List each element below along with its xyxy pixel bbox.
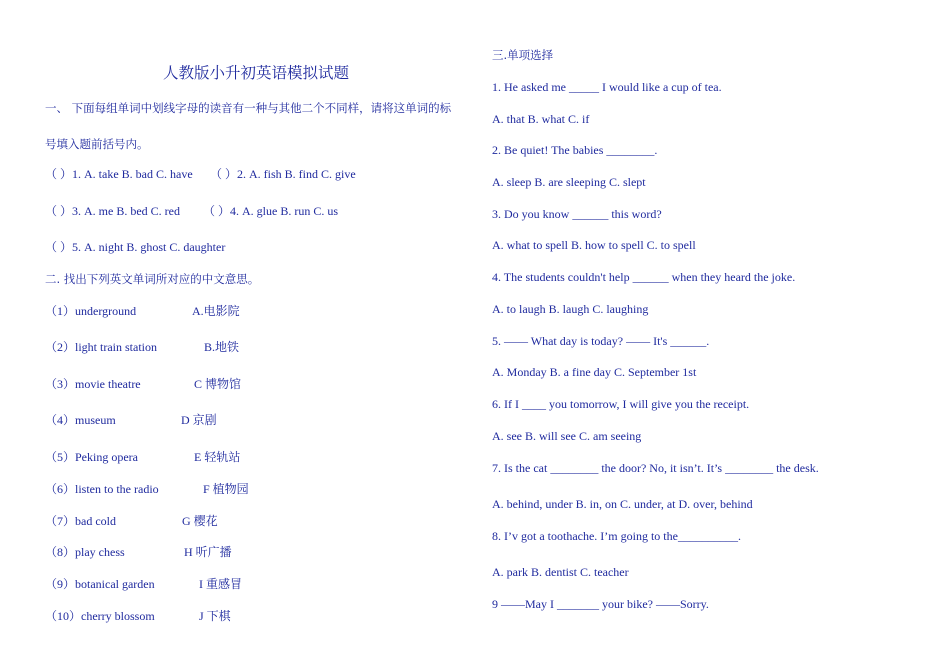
match-item-9: （9）botanical garden — [45, 577, 155, 591]
mcq-question-8: 8. I’v got a toothache. I’m going to the__________. — [492, 529, 741, 543]
match-option-f: F 植物园 — [203, 482, 249, 496]
match-item-5: （5）Peking opera — [45, 450, 138, 464]
page-title: 人教版小升初英语模拟试题 — [162, 64, 349, 82]
phonics-question-5: （ ）5. A. night B. ghost C. daughter — [45, 240, 226, 254]
match-item-7: （7）bad cold — [45, 514, 116, 528]
phonics-question-1: （ ）1. A. take B. bad C. have — [45, 167, 193, 181]
match-option-i: I 重感冒 — [199, 577, 242, 591]
mcq-options-2: A. sleep B. are sleeping C. slept — [492, 175, 646, 189]
section1-heading-line1: 一、 下面每组单词中划线字母的读音有一种与其他二个不同样，请将这单词的标 — [45, 101, 452, 115]
match-option-d: D 京剧 — [181, 413, 217, 427]
match-item-8: （8）play chess — [45, 545, 125, 559]
match-option-c: C 博物馆 — [194, 377, 242, 391]
match-item-10: （10）cherry blossom — [45, 609, 155, 623]
match-option-h: H 听广播 — [184, 545, 232, 559]
match-item-1: （1）underground — [45, 304, 137, 318]
mcq-question-2: 2. Be quiet! The babies ________. — [492, 143, 658, 157]
match-option-g: G 樱花 — [182, 514, 218, 528]
mcq-options-3: A. what to spell B. how to spell C. to spell — [492, 238, 696, 252]
match-option-a: A.电影院 — [192, 304, 240, 318]
mcq-options-5: A. Monday B. a fine day C. September 1st — [492, 365, 697, 379]
mcq-question-3: 3. Do you know ______ this word? — [492, 207, 662, 221]
mcq-question-6: 6. If I ____ you tomorrow, I will give you the receipt. — [492, 397, 750, 411]
match-item-2: （2）light train station — [45, 340, 157, 354]
phonics-question-4: （ ）4. A. glue B. run C. us — [203, 204, 339, 218]
mcq-options-4: A. to laugh B. laugh C. laughing — [492, 302, 649, 316]
mcq-question-7: 7. Is the cat ________ the door? No, it isn’t. It’s ________ the desk. — [492, 461, 819, 475]
mcq-question-9: 9 ——May I _______ your bike? ——Sorry. — [492, 597, 709, 611]
section1-heading-line2: 号填入题前括号内。 — [45, 137, 149, 151]
mcq-options-6: A. see B. will see C. am seeing — [492, 429, 642, 443]
mcq-question-5: 5. —— What day is today? —— It's ______. — [492, 334, 710, 348]
phonics-question-2: （ ）2. A. fish B. find C. give — [210, 167, 356, 181]
match-item-4: （4）museum — [45, 413, 116, 427]
section3-heading: 三.单项选择 — [492, 48, 554, 62]
section2-heading: 二. 找出下列英文单词所对应的中文意思。 — [45, 272, 260, 286]
mcq-options-1: A. that B. what C. if — [492, 112, 590, 126]
match-option-e: E 轻轨站 — [194, 450, 241, 464]
mcq-question-1: 1. He asked me _____ I would like a cup of tea. — [492, 80, 722, 94]
match-option-j: J 下棋 — [199, 609, 231, 623]
mcq-question-4: 4. The students couldn't help ______ when they heard the joke. — [492, 270, 796, 284]
match-item-6: （6）listen to the radio — [45, 482, 159, 496]
match-item-3: （3）movie theatre — [45, 377, 141, 391]
mcq-options-8: A. park B. dentist C. teacher — [492, 565, 629, 579]
mcq-options-7: A. behind, under B. in, on C. under, at D. over, behind — [492, 497, 753, 511]
phonics-question-3: （ ）3. A. me B. bed C. red — [45, 204, 180, 218]
match-option-b: B.地铁 — [204, 340, 240, 354]
